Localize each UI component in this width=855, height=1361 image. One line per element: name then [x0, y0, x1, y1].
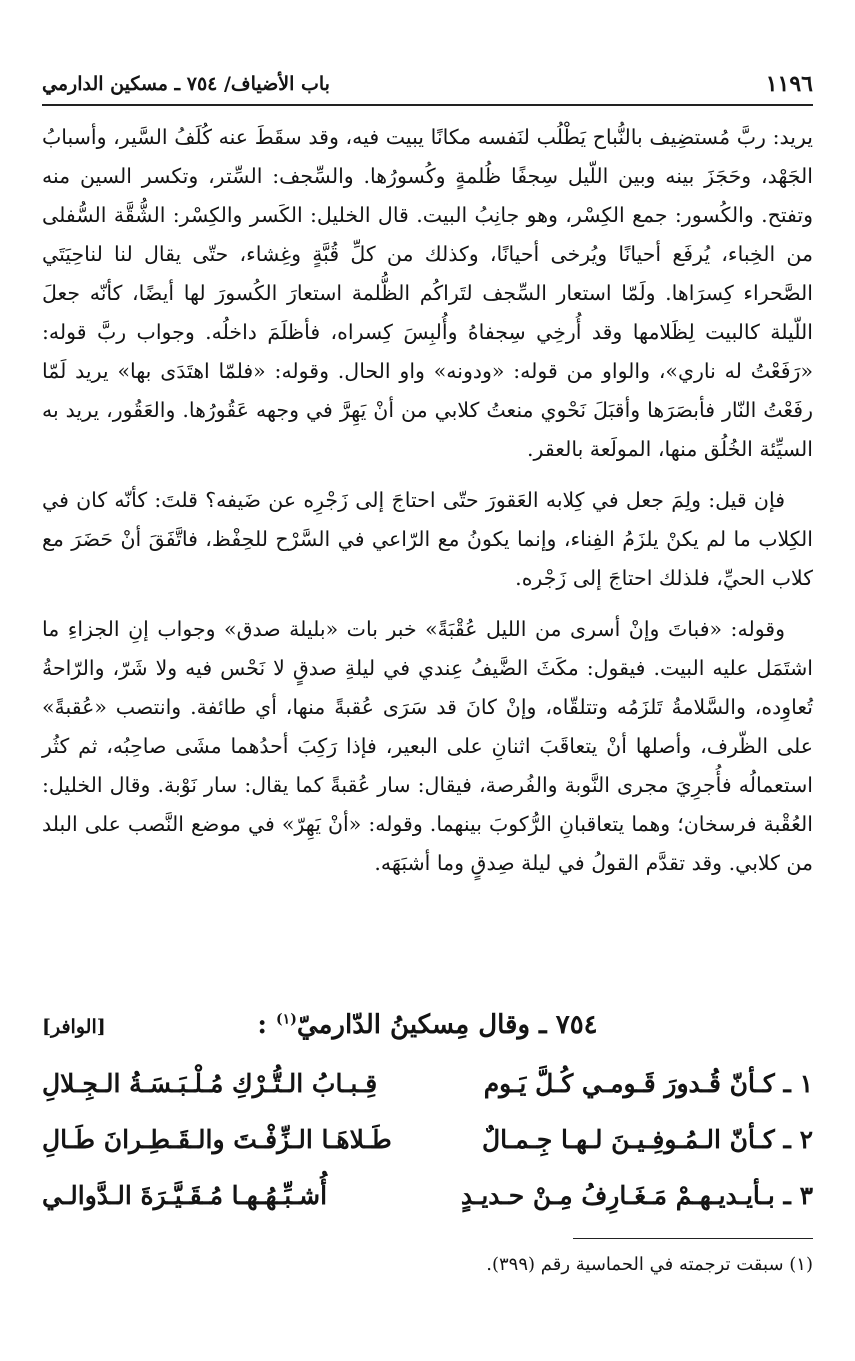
running-header [42, 66, 813, 102]
verse-second-hemistich: أُشـبِّـهُـهـا مُـقَـيَّـرَةَ الـدَّوالـي [42, 1181, 328, 1210]
verse-line [42, 1120, 813, 1176]
meter-label: [الوافر] [42, 1016, 106, 1038]
poem-verses [42, 1064, 813, 1232]
verse-line [42, 1176, 813, 1232]
verse-line [42, 1064, 813, 1120]
header-rule [42, 104, 813, 106]
commentary-body [42, 118, 813, 883]
page-number: ١١٩٦ [765, 71, 813, 97]
verse-first-hemistich: ٣ ـ بـأيـديـهـمْ مَـغَـارِفُ مِـنْ حـديـدٍ [460, 1181, 813, 1210]
commentary-paragraph: يريد: ربَّ مُستضِيف بالنُّباح يَطْلُب لنَفسه مكانًا يبيت فيه، وقد سقَطَ عنه كُلَفُ السَّير، وأسبابُ الجَهْد، وحَجَزَ بينه وبين اللّيل سِجفًا ظُلمةٍ وكُسورُها. والسِّجف: السِّتر، وتكسر السين منه وتفتح. والكُسور: جمع الكِسْر، وهو جانِبُ البيت. قال الخليل: الكَسر والكِسْر: الشُّقَّة السُّفلى من الخِباء، يُرفَع أحيانًا ويُرخى أحيانًا، وكذلك من كلِّ قُبَّةٍ وغِشاء، حتّى يقال لنا لناحِيَتَي الصَّحراء كِسرَاها. ولَمّا استعار السِّجف لتَراكُم الظُّلمة استعارَ الكُسورَ لها أيضًا، كأنّه جعلَ اللّيلة كالبيت لِظَلامها وقد أُرخِي سِجفاهُ وأُلبِسَ كِسراه، فأظلَمَ داخلُه. وجواب ربَّ قوله: «رَفَعْتُ له ناري»، والواو من قوله: «ودونه» واو الحال. وقوله: «فلمّا اهتَدَى بها» يريد لَمّا رفَعْتُ النّار فأبصَرَها وأقبَلَ نَحْوي منعتُ كلابي من أنْ يَهِرَّ في وجهه عَقُورُها. والعَقُور، يريد به السيِّئة الخُلُق منها، المولَعة بالعقر. [42, 125, 813, 461]
poem-title [42, 1010, 813, 1040]
footnote-rule [573, 1238, 813, 1239]
poem-number-and-poet: ٧٥٤ ـ وقال مِسكينُ الدّارميّ [296, 1010, 598, 1040]
verse-second-hemistich: طَـلاهَـا الـزِّفْـتَ والـقَـطِـرانَ طَـالِ [42, 1125, 392, 1154]
commentary-paragraph: وقوله: «فباتَ وإنْ أسرى من الليل عُقْبَةً» خبر بات «بليلة صدق» وجواب إنِ الجزاءِ ما اشتَمَل عليه البيت. فيقول: مكَثَ الضَّيفُ عِندي في ليلةِ صدقٍ لا نَحْس فيه ولا شَرّ، والرّاحةُ تُعاوِده، والسَّلامةُ تَلزَمُه وتتلقّاه، وإنْ كانَ قد سَرَى عُقبةً منها، أي طائفة. وانتصب «عُقبةً» على الظّرف، وأصلها أنْ يتعاقَبَ اثنانِ على البعير، فإذا رَكِبَ أحدُهما مشَى صاحِبُه، ثم كثُر استعمالُه فأُجرِيَ مجرى النَّوبة والفُرصة، فيقال: سار عُقبةً كما يقال: سار نَوْبة. وقال الخليل: العُقْبة فرسخان؛ وهما يتعاقبانِ الرُّكوبَ بينهما. وقوله: «أنْ يَهِرّ» في موضع النَّصب على البلد من كلابي. وقد تقدَّم القولُ في ليلة صِدقٍ وما أشبَهَه. [42, 617, 813, 875]
verse-second-hemistich: قِـبـابُ الـتُّـرْكِ مُـلْـبَـسَـةُ الـجِـلالِ [42, 1069, 378, 1098]
verse-first-hemistich: ١ ـ كـأنّ قُـدورَ قَـومـي كُـلَّ يَـوم [483, 1069, 813, 1098]
heading-colon: : [257, 1010, 267, 1040]
poem-heading [42, 1010, 813, 1054]
running-title: باب الأضياف/ ٧٥٤ ـ مسكين الدارمي [42, 73, 330, 95]
footnote: (١) سبقت ترجمته في الحماسية رقم (٣٩٩). [486, 1254, 813, 1275]
verse-first-hemistich: ٢ ـ كـأنّ الـمُـوفِـيـنَ لـهـا جِـمـالٌ [482, 1125, 813, 1154]
commentary-paragraph: فإن قيل: ولِمَ جعل في كِلابه العَقورَ حتّى احتاجَ إلى زَجْرِه عن ضَيفه؟ قلتَ: كأنّه كان في الكِلاب ما لم يكنْ يلزَمُ الفِناء، وإنما يكونُ مع الرّاعي في السَّرْح للحِفْظ، فاتَّفَقَ أنْ حَضَرَ مع كلاب الحيِّ، فلذلك احتاجَ إلى زَجْره. [42, 488, 813, 590]
footnote-marker: (١) [276, 1011, 297, 1028]
